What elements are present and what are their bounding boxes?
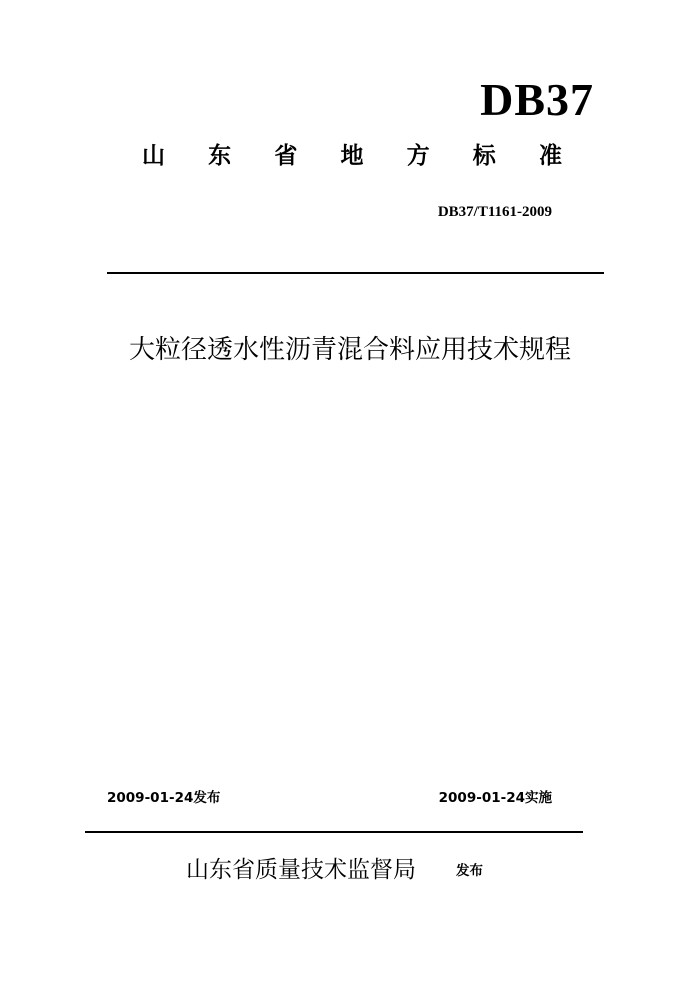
- top-divider: [107, 272, 604, 274]
- implementation-date: 2009-01-24实施: [438, 790, 552, 806]
- standard-type-char: 东: [208, 143, 232, 169]
- standard-type-char: 省: [274, 143, 298, 169]
- standard-type-char: 方: [406, 143, 430, 169]
- standard-type-char: 地: [340, 143, 364, 169]
- standard-type-heading: [142, 138, 562, 174]
- bottom-divider: [85, 831, 583, 833]
- standard-number: DB37/T1161-2009: [437, 204, 552, 220]
- standard-type-char: 标: [472, 143, 496, 169]
- issue-date: 2009-01-24发布: [107, 790, 221, 806]
- document-title: 大粒径透水性沥青混合料应用技术规程: [128, 335, 571, 365]
- standard-type-char: 山: [142, 143, 165, 169]
- publisher-name: 山东省质量技术监督局: [186, 857, 416, 883]
- publish-label: 发布: [456, 863, 483, 879]
- publisher-row: [186, 852, 483, 888]
- standard-code: DB37: [480, 74, 594, 125]
- standard-type-char: 准: [538, 143, 562, 169]
